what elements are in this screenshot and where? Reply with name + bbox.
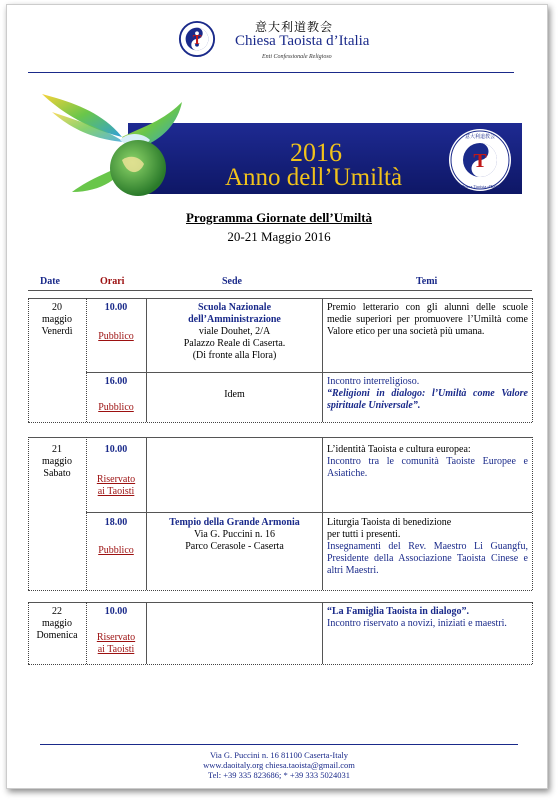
- day1-s2-time: 16.00: [104, 376, 128, 387]
- seal-text-it: Chiesa Taoista d'Italia: [460, 184, 500, 189]
- day2-s1-access: Riservato ai Taoisti: [96, 474, 136, 497]
- day2-date: 21 maggio Sabato: [42, 444, 72, 479]
- day3-top-border: [28, 602, 532, 603]
- day3-date: 22 maggio Domenica: [36, 606, 78, 641]
- day1-s1-time: 10.00: [104, 302, 128, 313]
- day1-s1-access: Pubblico: [98, 331, 134, 342]
- day3-s1-theme: “La Famiglia Taoista in dialogo”. Incontro riservato a novizi, iniziati e maestri.: [327, 606, 507, 629]
- day1-s2-theme: Incontro interreligioso. “Religioni in dialogo: l’Umiltà come Valore spirituale Universale”.: [327, 376, 528, 411]
- header-underline: [28, 290, 532, 291]
- taoist-seal-icon: [448, 128, 512, 192]
- header-chinese-name: 意大利道教会: [255, 20, 334, 34]
- day1-s2-venue: Idem: [224, 389, 245, 400]
- header-org-name: Chiesa Taoista d’Italia: [235, 33, 370, 49]
- day1-s2-access: Pubblico: [98, 402, 134, 413]
- banner-title: Anno dell’Umiltà: [225, 164, 403, 191]
- program-dates: 20-21 Maggio 2016: [227, 229, 331, 244]
- day2-top-border: [28, 437, 532, 438]
- seal-text-cn: 意大利道教会: [464, 134, 496, 140]
- program-title: Programma Giornate dell’Umiltà: [185, 210, 373, 225]
- svg-text:T: T: [192, 31, 202, 47]
- day3-s1-access: Riservato ai Taoisti: [96, 632, 136, 655]
- footer-address: Via G. Puccini n. 16 81100 Caserta-Italy: [210, 750, 348, 760]
- header-divider: [28, 72, 514, 73]
- day3-s1-time: 10.00: [104, 606, 128, 617]
- svg-text:T: T: [473, 150, 487, 172]
- col-header-sede: Sede: [222, 276, 242, 287]
- footer-phones: Tel: +39 335 823686; * +39 333 5024031: [208, 770, 350, 780]
- header-subtitle: Enti Confessionale Religioso: [262, 54, 332, 60]
- day2-s2-access: Pubblico: [98, 545, 134, 556]
- day2-s2-venue: Tempio della Grande Armonia Via G. Puccini n. 16 Parco Cerasole - Caserta: [169, 517, 300, 552]
- day2-s1-time: 10.00: [104, 444, 128, 455]
- col-header-date: Date: [40, 276, 60, 287]
- footer-divider: [40, 744, 518, 745]
- banner-year: 2016: [290, 138, 342, 167]
- col-header-orari: Orari: [100, 276, 125, 287]
- day1-s1-theme: Premio letterario con gli alunni delle scuole medie superiori per promuovere l’Umiltà come Valore etico per una società più umana.: [327, 302, 528, 337]
- footer-web-email: www.daoitaly.org chiesa.taoista@gmail.com: [203, 760, 355, 770]
- day2-s1-theme: L’identità Taoista e cultura europea: Incontro tra le comunità Taoiste Europee e Asiatiche.: [327, 444, 528, 479]
- day1-date: 20 maggio Venerdì: [41, 302, 73, 337]
- taoist-logo-icon: [178, 20, 216, 58]
- day2-s2-theme: Liturgia Taoista di benedizione per tutti i presenti. Insegnamenti del Rev. Maestro Li Guangfu, Presidente della Associazione Taoista Cinese e altri Maestri.: [327, 517, 528, 576]
- day1-s1-venue: Scuola Nazionale dell’Amministrazione viale Douhet, 2/A Palazzo Reale di Caserta. (Di fronte alla Flora): [183, 302, 286, 361]
- dove-globe-icon: [32, 82, 192, 210]
- day2-s2-time: 18.00: [104, 517, 128, 528]
- col-header-temi: Temi: [416, 276, 438, 287]
- day1-top-border: [28, 298, 532, 299]
